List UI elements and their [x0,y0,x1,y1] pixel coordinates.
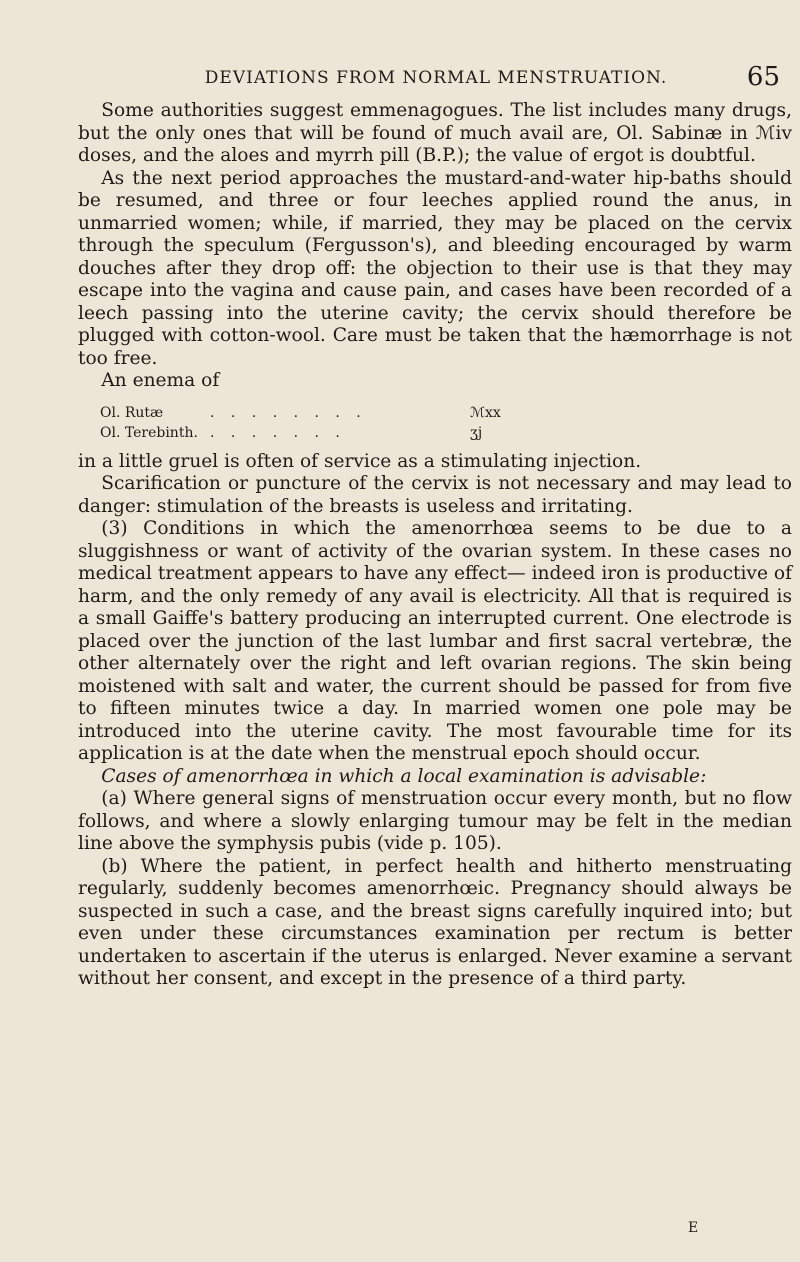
paragraph-case-a: (a) Where general signs of menstruation occur every month, but no flow follows, and where a slowly enlarging tumour may be felt in the median line above the symphysis pubis (vide p. 105). [78,788,792,854]
recipe-ingredient: Ol. Rutæ [100,404,164,421]
page-number: 65 [746,62,780,92]
paragraph-emmenagogues: Some authorities suggest emmenagogues. The list includes many drugs, but the only ones that will be found of much avail are, Ol. Sabinæ in ℳiv doses, and the aloes and myrrh pill (B.P.); the value of ergot is doubtful. [78,100,792,166]
paragraph-scarification: Scarification or puncture of the cervix is not necessary and may lead to danger: stimulation of the breasts is useless and irritating. [78,473,792,517]
running-head [82,64,790,92]
recipe-quantity: ʒj [470,424,483,441]
enema-recipe [78,403,792,443]
recipe-row [100,403,510,423]
recipe-ingredient: Ol. Terebinth. [100,424,198,441]
recipe-leader-dots: . . . . . . . [210,424,346,441]
recipe-leader-dots: . . . . . . . . [210,404,367,421]
paragraph-ovarian-conditions: (3) Conditions in which the amenorrhœa seems to be due to a sluggishness or want of activity of the ovarian system. In these cases no medical treatment appears to have any effect— indeed iron is productive of harm, and the only remedy of any avail is electricity. All that is required is a small Gaiffe's battery producing an interrupted current. One electrode is placed over the junction of the last lumbar and first sacral vertebræ, the other alternately over the right and left ovarian regions. The skin being moistened with salt and water, the current should be passed for from five to fifteen minutes twice a day. In married women one pole may be introduced into the uterine cavity. The most favourable time for its application is at the date when the menstrual epoch should occur. [78,518,792,764]
signature-mark: E [688,1220,699,1236]
paragraph-leeches: As the next period approaches the mustard-and-water hip-baths should be resumed, and three or four leeches applied round the anus, in unmarried women; while, if married, they may be placed on the cervix through the speculum (Fergusson's), and bleeding encouraged by warm douches after they drop off: the objection to their use is that they may escape into the vagina and cause pain, and cases have been recorded of a leech passing into the uterine cavity; the cervix should therefore be plugged with cotton-wool. Care must be taken that the hæmorrhage is not too free. [78,167,792,369]
running-title: DEVIATIONS FROM NORMAL MENSTRUATION. [204,68,668,88]
page-body [78,100,792,991]
paragraph-enema-intro: An enema of [101,370,220,391]
section-heading-local-examination: Cases of amenorrhœa in which a local examination is advisable: [101,765,707,787]
recipe-row [100,423,510,443]
paragraph-case-b: (b) Where the patient, in perfect health and hitherto menstruating regularly, suddenly becomes amenorrhœic. Pregnancy should always be suspected in such a case, and the breast signs carefully inquired into; but even under these circumstances examination per rectum is better undertaken to ascertain if the uterus is enlarged. Never examine a servant without her consent, and except in the presence of a third party. [78,855,792,989]
paragraph-enema-use: in a little gruel is often of service as a stimulating injection. [78,450,642,472]
recipe-quantity: ℳxx [470,404,501,421]
